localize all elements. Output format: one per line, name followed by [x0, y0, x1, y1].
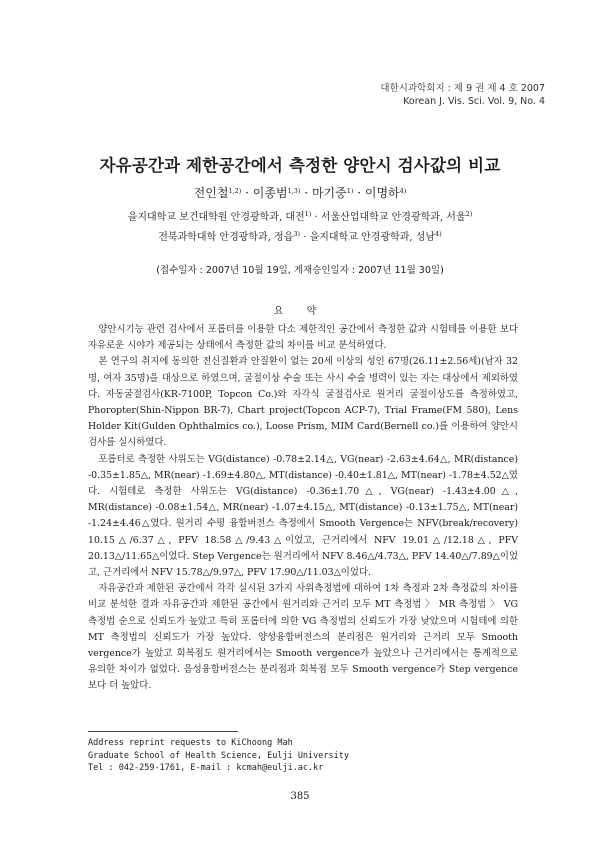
author-affil-mark: 4) [399, 187, 407, 195]
affiliation-text: · 을지대학교 안경광학과, 성남 [300, 232, 436, 243]
abstract-paragraph: 자유공간과 제한된 공간에서 각각 실시된 3가지 사위측정법에 대하여 1차 측정과 2차 측정값의 차이를 비교 분석한 결과 자유공간과 제한된 공간에서 원거리와 근거리 모두 MT 측정법 〉 MR 측정법 〉 VG 측정법 순으로 신뢰도가 높았고 특히 포롭터에 의한 VG 측정법의 신뢰도가 가장 낮았으며 시험테에 의한 MT 측정법의 신뢰도가 가장 높았다. 양성융합버전스의 분리점은 원거리와 근거리 모두 Smooth vergence가 높았고 회복점도 원거리에서는 Smooth vergence가 높았으나 근거리에서는 통계적으로 유의한 차이가 없었다. 음성융합버전스는 분리점과 회복점 모두 Smooth vergence가 Step vergence보다 더 높았다. [88, 583, 518, 692]
author-separator: · [245, 186, 249, 200]
journal-korean: 대한시과학회지 : 제 9 권 제 4 호 2007 [380, 83, 545, 94]
author-affil-mark: 1) [346, 187, 354, 195]
affiliation-mark: 4) [435, 230, 442, 238]
affiliation-mark: 2) [465, 210, 473, 218]
author-list [0, 184, 600, 201]
correspondence-footnote [88, 737, 349, 775]
footnote-line: Tel : 042-259-1761, E-mail : kcmah@eulji.ac.kr [88, 763, 324, 773]
author-name: 전인철 [193, 186, 229, 200]
footnote-divider [88, 731, 238, 732]
affiliation-line-1 [0, 208, 600, 223]
affiliation-mark: 3) [293, 230, 301, 238]
affiliation-line-2 [0, 228, 600, 243]
author-separator: · [304, 186, 309, 200]
abstract-paragraph: 본 연구의 취지에 동의한 전신질환과 안질환이 없는 20세 이상의 성인 67명(26.11±2.56세)(남자 32명, 여자 35명)을 대상으로 하였으며, 굴절이상 수술 또는 사시 수술 병력이 있는 자는 대상에서 제외하였다. 자동굴절검사(KR-7100P, Topcon Co.)와 자각식 굴절검사로 원거리 굴절이상도를 측정하였고, Phoropter(Shin-Nippon BR-7), Chart project(Topcon ACP-7), Trial Frame(FM 580), Lens Holder Kit(Gulden Ophthalmics co.), Loose Prism, MIM Card(Bernell co.)를 이용하여 양안시 검사를 실시하였다. [88, 356, 518, 449]
footnote-line: Graduate School of Health Science, Eulji University [88, 750, 349, 761]
footnote-line: Address reprint requests to KiChoong Mah [88, 738, 293, 748]
journal-english: Korean J. Vis. Sci. Vol. 9, No. 4 [403, 96, 545, 107]
affiliation-text: · 서울산업대학교 안경광학과, 서울 [311, 212, 466, 223]
author-affil-mark: 1,2) [228, 187, 242, 195]
paper-title: 자유공간과 제한공간에서 측정한 양안시 검사값의 비교 [99, 156, 501, 175]
author-affil-mark: 1,3) [287, 187, 301, 195]
affiliation-mark: 1) [304, 210, 312, 218]
abstract-body [88, 322, 518, 695]
author-separator: · [357, 186, 362, 200]
author-name: 이종범 [252, 186, 288, 200]
journal-citation [380, 82, 545, 108]
author-name: 마기중 [311, 186, 347, 200]
page-number: 385 [290, 791, 310, 802]
abstract-paragraph: 포롭터로 측정한 사위도는 VG(distance) -0.78±2.14△, VG(near) -2.63±4.64△, MR(distance) -0.35±1.85△, MR(near) -1.69±4.80△, MT(distance) -0.40±1.81△, MT(near) -1.78±4.52△였다. 시험테로 측정한 사위도는 VG(distance) -0.36±1.70△, VG(near) -1.43±4.00△, MR(distance) -0.08±1.54△, MR(near) -1.07±4.15△, MT(distance) -0.13±1.75△, MT(near) -1.24±4.46△였다. 원거리 수평 융합버전스 측정에서 Smooth Vergence는 NFV(break/recovery) 10.15△/6.37△, PFV 18.58△/9.43△이었고, 근거리에서 NFV 19.01△/12.18△, PFV 20.13△/11.65△이었다. Step Vergence는 원거리에서 NFV 8.46△/4.73△, PFV 14.40△/7.89△이었고, 근거리에서 NFV 15.78△/9.97△, PFV 17.90△/11.03△이었다. [88, 453, 518, 579]
affiliation-text: 을지대학교 보건대학원 안경광학과, 대전 [127, 212, 305, 223]
affiliation-text: 전북과학대학 안경광학과, 정읍 [158, 232, 294, 243]
submission-dates: (접수일자 : 2007년 10월 19일, 게재승인일자 : 2007년 11월 30일) [156, 265, 444, 276]
abstract-heading: 요 약 [273, 306, 327, 317]
author-name: 이명하 [364, 186, 400, 200]
abstract-paragraph: 양안시기능 관련 검사에서 포롭터를 이용한 다소 제한적인 공간에서 측정한 값과 시험테를 이용한 보다 자유로운 시야가 제공되는 상태에서 측정한 값의 차이를 비교 분석하였다. [88, 324, 518, 352]
